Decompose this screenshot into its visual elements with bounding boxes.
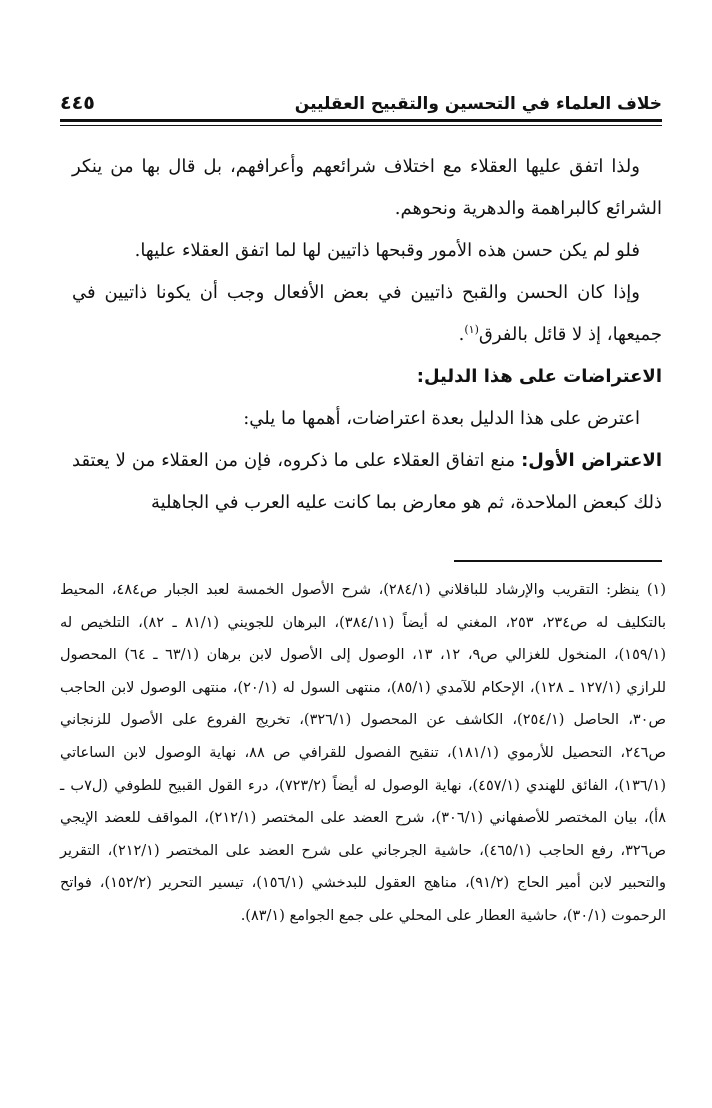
paragraph-3-text: وإذا كان الحسن والقبح ذاتيين في بعض الأفعال وجب أن يكونا ذاتيين في جميعها، إذ لا قائل بالفرق [72,282,662,345]
header-rule-thin [60,125,662,126]
footnote-separator [454,560,662,562]
footnote: (١) ينظر: التقريب والإرشاد للباقلاني (٢٨٤/١)، شرح الأصول الخمسة لعبد الجبار ص٤٨٤، المحيط بالتكليف له ص٢٣٤، ٢٥٣، المغني له أيضاً (٣٨٤/١١)، البرهان للجويني (٨١/١ ـ ٨٢)، التلخيص له (١٥٩/١)، المنخول للغزالي ص٩، ١٢، ١٣، الوصول إلى الأصول لابن برهان (٦٣/١ ـ ٦٤) المحصول للرازي (١٢٧/١ ـ ١٢٨)، الإحكام للآمدي (٨٥/١)، منتهى السول له (٢٠/١)، منتهى الوصول لابن الحاجب ص٣٠، الحاصل (٢٥٤/١)، الكاشف عن المحصول (٣٢٦/١)، تخريج الفروع على الأصول للزنجاني ص٢٤٦، التحصيل للأرموي (١٨١/١)، تنقيح الفصول للقرافي ص ٨٨، نهاية الوصول لابن الساعاتي (١٣٦/١)، الفائق للهندي (٤٥٧/١)، نهاية الوصول له أيضاً (٧٢٣/٢)، درء القول القبيح للطوفي (ل٧ب ـ ٨أ)، بيان المختصر للأصفهاني (٣٠٦/١)، شرح العضد على المختصر (٢١٢/١)، المواقف للعضد الإيجي ص٣٢٦، رفع الحاجب (٤٦٥/١)، حاشية الجرجاني على شرح العضد على المختصر (٢١٢/١)، التقرير والتحبير لابن أمير الحاج (٩١/٢)، مناهج العقول للبدخشي (١٥٦/١)، تيسير التحرير (١٥٢/٢)، فواتح الرحموت (٣٠/١)، حاشية العطار على المحلي على جمع الجوامع (٨٣/١). [60,582,667,924]
paragraph-3 [72,272,662,356]
header-rule-thick [60,119,662,122]
paragraph-5-text: منع اتفاق العقلاء على ما ذكروه، فإن من العقلاء من لا يعتقد ذلك كبعض الملاحدة، ثم هو معارض بما كانت عليه العرب في الجاهلية [72,450,662,513]
page-number: ٤٤٥ [60,92,95,114]
running-header [60,84,662,114]
paragraph-3-end: . [458,324,465,345]
paragraph-4: اعترض على هذا الدليل بعدة اعتراضات، أهمها ما يلي: [243,408,640,429]
running-title: خلاف العلماء في التحسين والتقبيح العقليين [294,94,662,114]
objection-lead: الاعتراض الأول: [521,450,662,471]
main-text [72,146,662,524]
section-heading: الاعتراضات على هذا الدليل: [416,366,662,387]
paragraph-2: فلو لم يكن حسن هذه الأمور وقبحها ذاتيين لها لما اتفق العقلاء عليها. [134,240,640,261]
footnote-reference: (١) [464,323,479,336]
paragraph-1: ولذا اتفق عليها العقلاء مع اختلاف شرائعهم وأعرافهم، بل قال بها من ينكر الشرائع كالبراهمة والدهرية ونحوهم. [72,156,662,219]
paragraph-5 [72,440,662,524]
